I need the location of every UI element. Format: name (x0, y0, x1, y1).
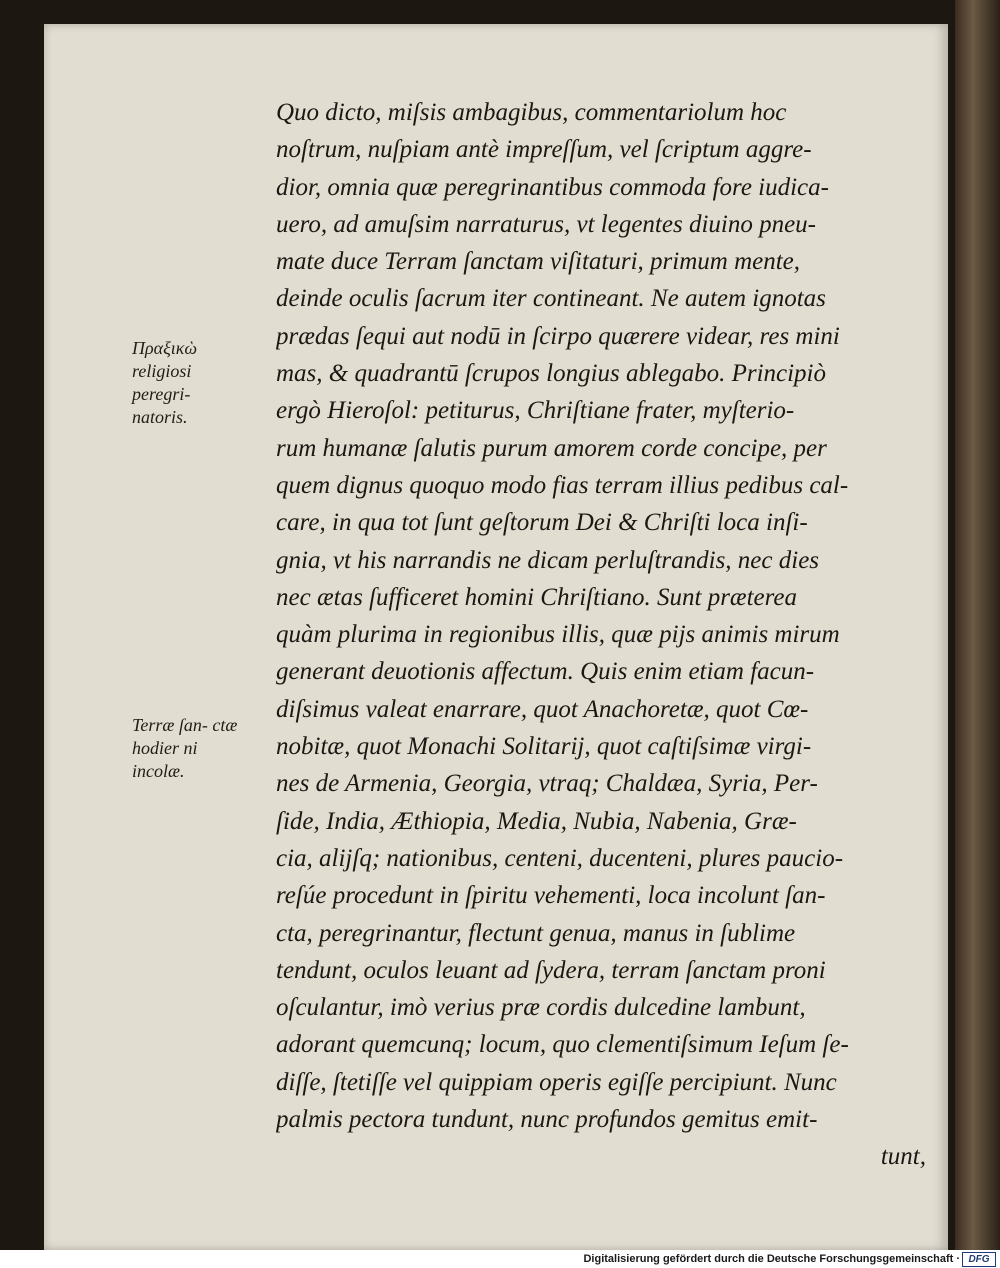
text-line: adorant quemcunq; locum, quo clementiſsimum Ieſum ſe- (276, 1031, 849, 1059)
margin-note-inhabitants: Terræ ſan- ctæ hodier ni incolæ. (132, 715, 238, 781)
margin-note-pilgrim: Πραξικὼ religiosi peregri- natoris. (132, 338, 198, 427)
text-line: tendunt, oculos leuant ad ſydera, terram ſanctam proni (276, 956, 826, 984)
text-line: ſide, India, Æthiopia, Media, Nubia, Nabenia, Græ- (276, 807, 797, 835)
text-line: rum humanæ ſalutis purum amorem corde concipe, per (276, 434, 827, 462)
text-line: nes de Armenia, Georgia, vtraq; Chaldæa, Syria, Per- (276, 770, 818, 798)
text-line: mas, & quadrantū ſcrupos longius ablegabo. Principiò (276, 360, 826, 388)
dfg-logo-icon: DFG (962, 1252, 996, 1267)
text-line: uero, ad amuſsim narraturus, vt legentes diuino pneu- (276, 210, 817, 238)
text-line: oſculantur, imò verius præ cordis dulcedine lambunt, (276, 994, 806, 1022)
text-line: cta, peregrinantur, flectunt genua, manus in ſublime (276, 919, 796, 947)
text-line: dior, omnia quæ peregrinantibus commoda fore iudica- (276, 173, 829, 201)
text-line: palmis pectora tundunt, nunc profundos gemitus emit- (276, 1106, 818, 1134)
text-line: diſſe, ſtetiſſe vel quippiam operis egiſſe percipiunt. Nunc (276, 1068, 837, 1096)
catchword: tunt, (880, 1143, 926, 1171)
text-line: quem dignus quoquo modo fias terram illius pedibus cal- (276, 471, 849, 499)
text-line: generant deuotionis affectum. Quis enim etiam facun- (276, 658, 815, 686)
text-line: reſúe procedunt in ſpiritu vehementi, loca incolunt ſan- (276, 882, 826, 910)
text-line: ergò Hieroſol: petiturus, Chriſtiane frater, myſterio- (276, 397, 795, 425)
text-line: nec ætas ſufficeret homini Chriſtiano. Sunt præterea (276, 583, 798, 611)
text-line: Quo dicto, miſsis ambagibus, commentariolum hoc (276, 99, 787, 126)
text-line: quàm plurima in regionibus illis, quæ pijs animis mirum (276, 621, 840, 649)
text-line: diſsimus valeat enarrare, quot Anachoretæ, quot Cœ- (276, 695, 809, 723)
funding-credit: Digitalisierung gefördert durch die Deutsche Forschungsgemeinschaft · (583, 1253, 960, 1265)
text-line: deinde oculis ſacrum iter contineant. Ne autem ignotas (276, 285, 826, 313)
text-line: cia, alijſq; nationibus, centeni, ducenteni, plures paucio- (276, 844, 844, 872)
text-line: care, in qua tot ſunt geſtorum Dei & Chriſti loca inſi- (276, 509, 808, 537)
text-line: prædas ſequi aut nodū in ſcirpo quærere videar, res mini (276, 322, 840, 350)
text-line: nobitæ, quot Monachi Solitarij, quot caſtiſsimæ virgi- (276, 733, 812, 761)
main-text-block (276, 94, 926, 1176)
book-page (44, 24, 948, 1250)
text-line: noſtrum, nuſpiam antè impreſſum, vel ſcriptum aggre- (276, 136, 812, 164)
text-line: gnia, vt his narrandis ne dicam perluſtrandis, nec dies (276, 546, 820, 574)
text-line: mate duce Terram ſanctam viſitaturi, primum mente, (276, 248, 801, 276)
book-spine-edge (955, 0, 1000, 1250)
